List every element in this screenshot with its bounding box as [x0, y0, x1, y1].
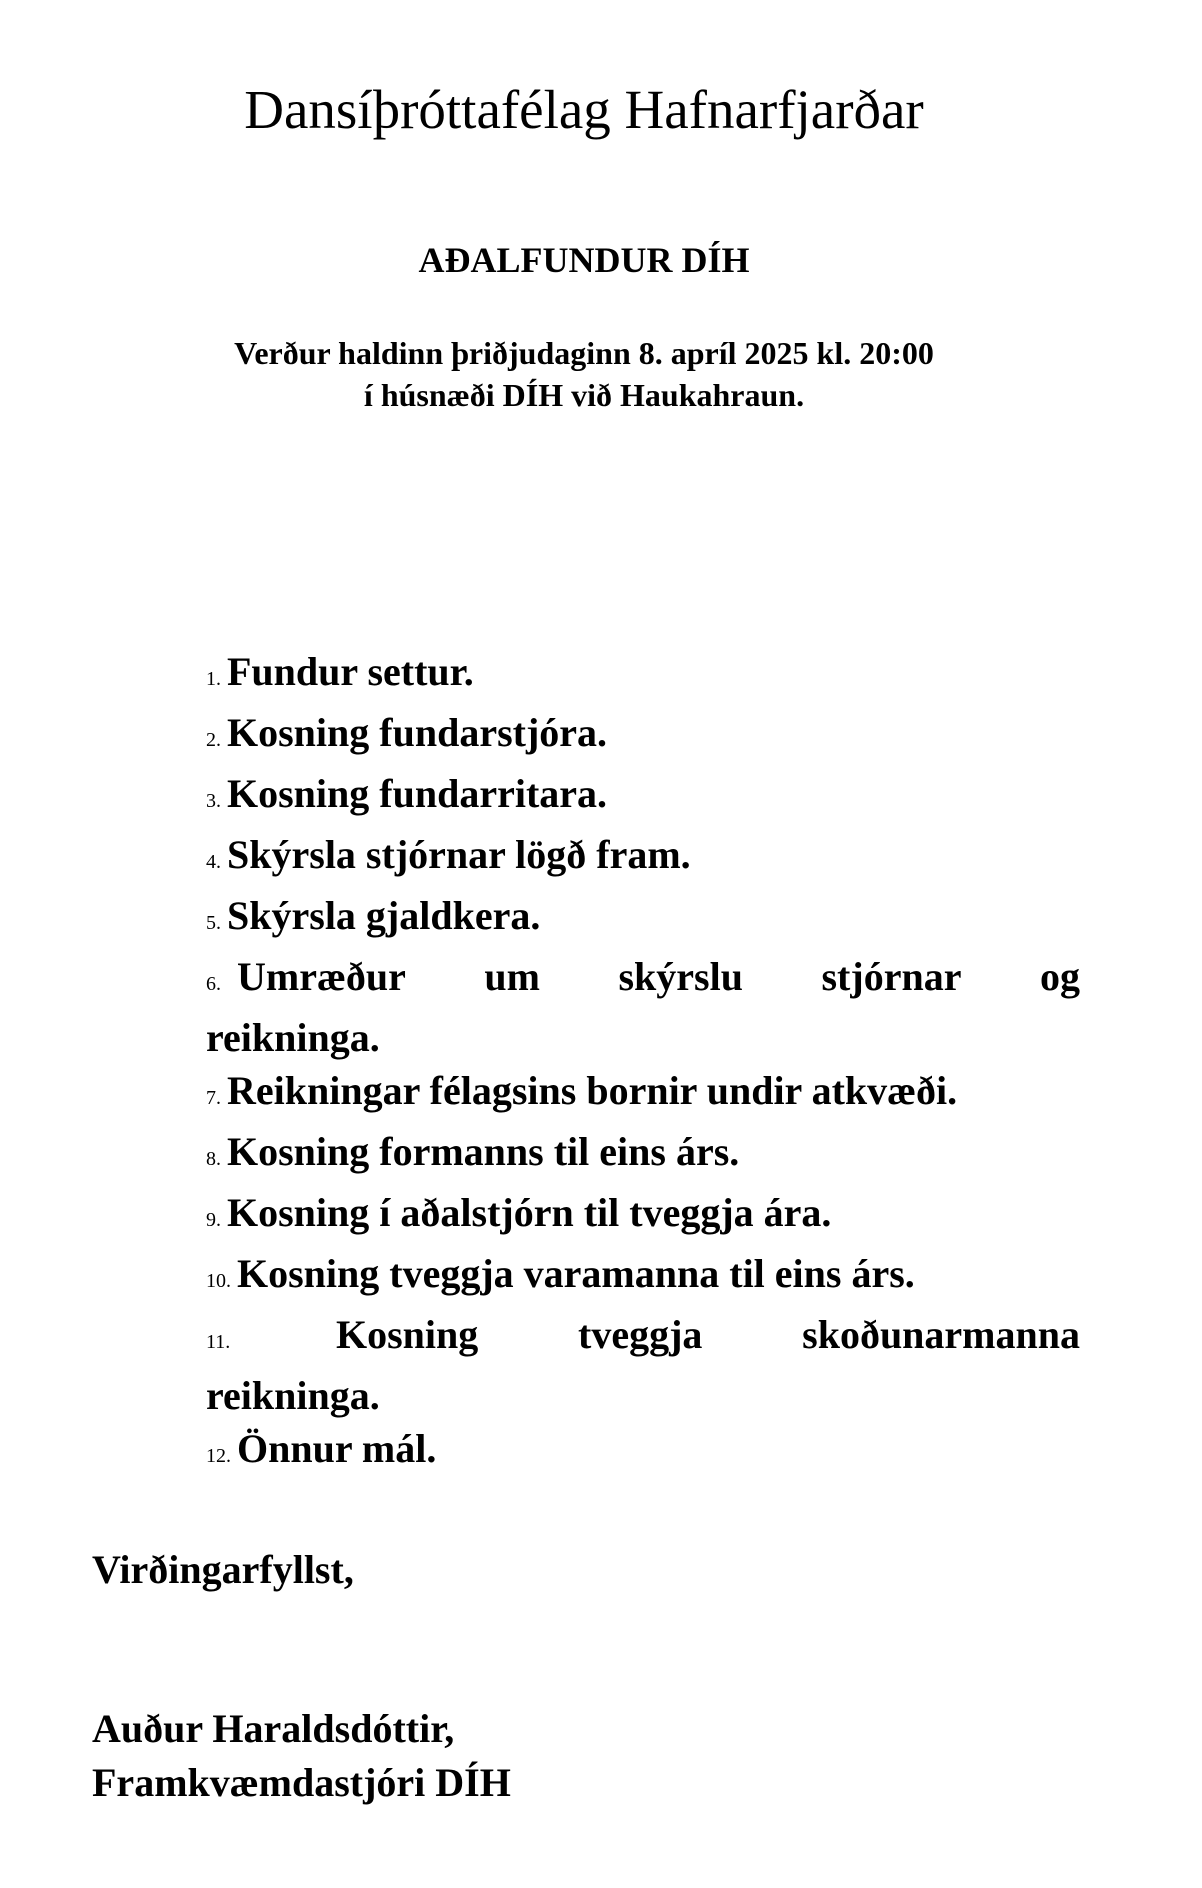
agenda-item	[206, 1422, 1080, 1483]
signature-block	[92, 1702, 511, 1810]
agenda-item-word: tveggja	[578, 1312, 703, 1357]
agenda-item-number: 11.	[206, 1331, 231, 1353]
agenda-item-continuation: reikninga.	[206, 1015, 380, 1060]
agenda-item	[206, 645, 1080, 706]
agenda-item-number: 7.	[206, 1087, 221, 1109]
agenda-item-text: Kosning í aðalstjórn til tveggja ára.	[227, 1190, 832, 1235]
agenda-item-number: 4.	[206, 851, 221, 873]
closing-salutation: Virðingarfyllst,	[92, 1547, 354, 1592]
agenda-item-word: skýrslu	[618, 954, 743, 999]
agenda-item-word: og	[1039, 954, 1080, 999]
agenda-item-word: um	[484, 954, 540, 999]
organization-title: Dansíþróttafélag Hafnarfjarðar	[244, 79, 924, 140]
agenda-item-word: Umræður	[237, 954, 406, 999]
agenda-item-number: 1.	[206, 668, 221, 690]
agenda-item-word: skoðunarmanna	[802, 1312, 1080, 1357]
agenda-item	[206, 1308, 1080, 1422]
agenda-item-text: Skýrsla gjaldkera.	[227, 893, 541, 938]
agenda-item-word: stjórnar	[821, 954, 962, 999]
signer-name: Auður Haraldsdóttir,	[92, 1706, 455, 1751]
agenda-item	[206, 889, 1080, 950]
agenda-item-first-line	[206, 950, 1080, 1011]
meeting-date-time: Verður haldinn þriðjudaginn 8. apríl 2025 kl. 20:00	[234, 335, 934, 371]
signer-title: Framkvæmdastjóri DÍH	[92, 1760, 511, 1805]
agenda-item-number: 2.	[206, 729, 221, 751]
agenda-item-text: Kosning tveggja varamanna til eins árs.	[237, 1251, 915, 1296]
agenda-item-text: Fundur settur.	[227, 649, 474, 694]
agenda-item-number-wrap	[206, 950, 406, 1011]
agenda-item-text: Kosning fundarstjóra.	[227, 710, 608, 755]
agenda-item	[206, 828, 1080, 889]
agenda-item	[206, 950, 1080, 1064]
agenda-item	[206, 1064, 1080, 1125]
agenda-item-number: 10.	[206, 1270, 231, 1292]
agenda-item-word: Kosning	[335, 1312, 479, 1357]
agenda-item	[206, 1186, 1080, 1247]
agenda-item-continuation: reikninga.	[206, 1373, 380, 1418]
agenda-item-text: Önnur mál.	[237, 1426, 437, 1471]
agenda-item-first-line	[206, 1308, 1080, 1369]
agenda-item-number: 12.	[206, 1445, 231, 1467]
agenda-item-text: Reikningar félagsins bornir undir atkvæði.	[227, 1068, 958, 1113]
agenda-item-text: Kosning fundarritara.	[227, 771, 608, 816]
agenda-list	[206, 645, 1080, 1483]
meeting-info	[0, 332, 1168, 416]
agenda-item	[206, 706, 1080, 767]
meeting-location: í húsnæði DÍH við Haukahraun.	[363, 377, 805, 413]
agenda-item-number: 5.	[206, 912, 221, 934]
agenda-item-number: 3.	[206, 790, 221, 812]
agenda-item	[206, 767, 1080, 828]
agenda-item-number: 9.	[206, 1209, 221, 1231]
meeting-heading: AÐALFUNDUR DÍH	[418, 240, 750, 280]
agenda-item-number: 8.	[206, 1148, 221, 1170]
agenda-item-number: 6.	[206, 973, 221, 995]
agenda-item-text: Kosning formanns til eins árs.	[227, 1129, 740, 1174]
agenda-item-number-wrap	[206, 1308, 236, 1369]
agenda-item-text: Skýrsla stjórnar lögð fram.	[227, 832, 691, 877]
agenda-item	[206, 1247, 1080, 1308]
agenda-item	[206, 1125, 1080, 1186]
